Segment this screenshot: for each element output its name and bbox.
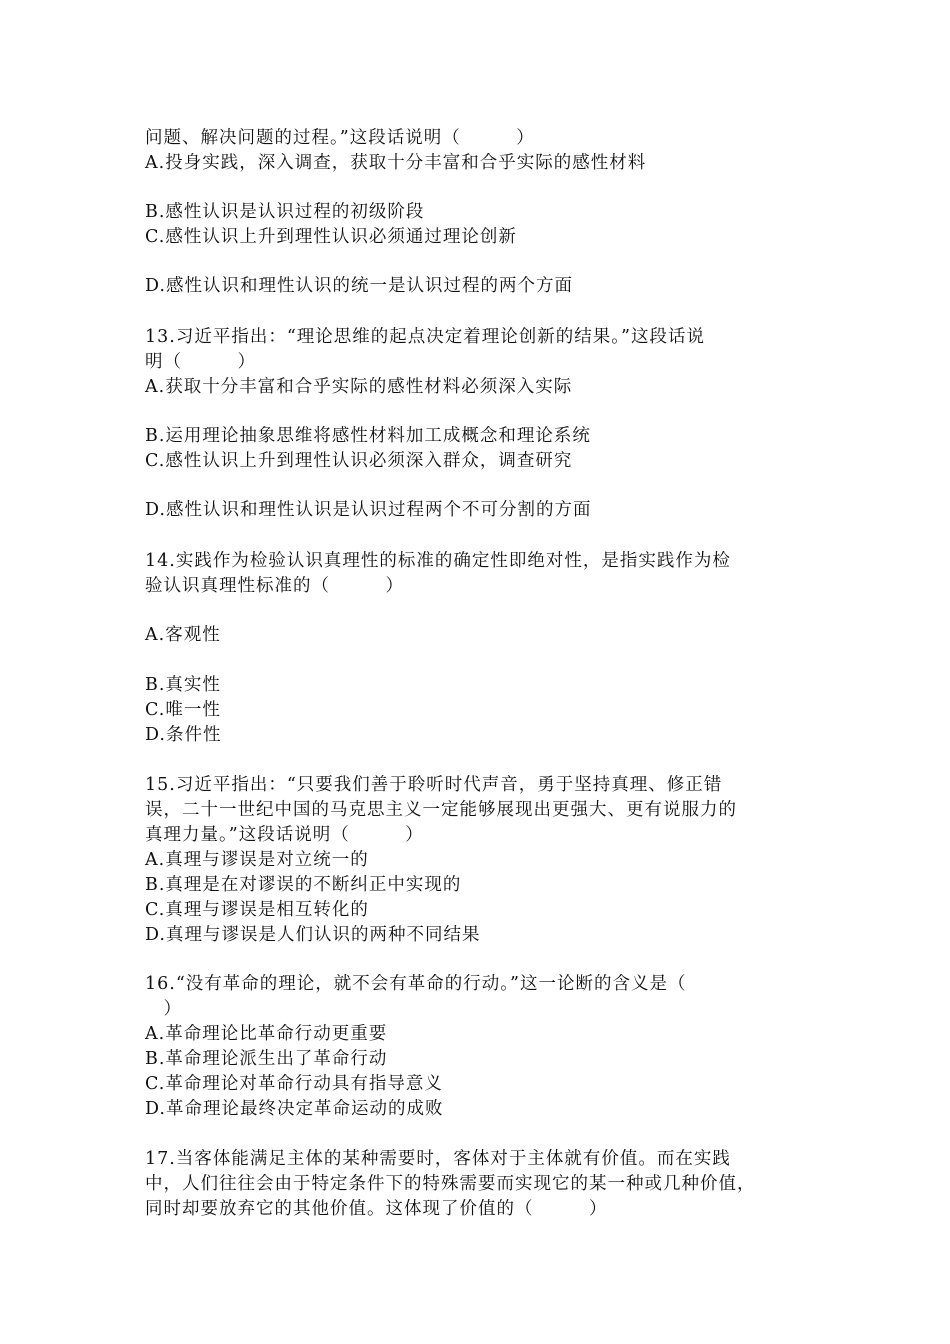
q15-option-a: A.真理与谬误是对立统一的	[145, 850, 369, 870]
q13-option-c: C.感性认识上升到理性认识必须深入群众，调查研究	[145, 451, 573, 471]
q17-stem-line-1: 17.当客体能满足主体的某种需要时，客体对于主体就有价值。而在实践	[145, 1149, 731, 1169]
q17-stem-line-2: 中，人们往往会由于特定条件下的特殊需要而实现它的某一种或几种价值，	[145, 1174, 756, 1194]
q13-option-d: D.感性认识和理性认识是认识过程两个不可分割的方面	[145, 500, 592, 520]
q15-option-c: C.真理与谬误是相互转化的	[145, 900, 369, 920]
q12-stem-tail: 问题、解决问题的过程。”这段话说明（ ）	[145, 128, 535, 148]
q15-option-b: B.真理是在对谬误的不断纠正中实现的	[145, 875, 462, 895]
q16-option-c: C.革命理论对革命行动具有指导意义	[145, 1074, 443, 1094]
q12-option-b: B.感性认识是认识过程的初级阶段	[145, 202, 425, 222]
q12-option-a: A.投身实践，深入调查，获取十分丰富和合乎实际的感性材料	[145, 153, 647, 173]
q15-stem-line-3: 真理力量。”这段话说明（ ）	[145, 825, 424, 845]
q13-stem-line-1: 13.习近平指出：“理论思维的起点决定着理论创新的结果。”这段话说	[145, 327, 705, 347]
q13-stem-line-2: 明（ ）	[145, 352, 256, 372]
q15-stem-line-1: 15.习近平指出：“只要我们善于聆听时代声音，勇于坚持真理、修正错	[145, 775, 723, 795]
q12-option-d: D.感性认识和理性认识的统一是认识过程的两个方面	[145, 276, 573, 296]
q16-option-b: B.革命理论派生出了革命行动	[145, 1049, 388, 1069]
q14-stem-line-1: 14.实践作为检验认识真理性的标准的确定性即绝对性，是指实践作为检	[145, 551, 731, 571]
q17-stem-line-3: 同时却要放弃它的其他价值。这体现了价值的（ ）	[145, 1199, 608, 1219]
q13-option-b: B.运用理论抽象思维将感性材料加工成概念和理论系统	[145, 426, 591, 446]
q14-option-c: C.唯一性	[145, 700, 221, 720]
q14-option-d: D.条件性	[145, 725, 222, 745]
q15-option-d: D.真理与谬误是人们认识的两种不同结果	[145, 925, 481, 945]
q16-stem-line-2: ）	[145, 999, 182, 1019]
q14-option-a: A.客观性	[145, 625, 221, 645]
q16-option-a: A.革命理论比革命行动更重要	[145, 1024, 388, 1044]
q13-option-a: A.获取十分丰富和合乎实际的感性材料必须深入实际	[145, 377, 573, 397]
q12-option-c: C.感性认识上升到理性认识必须通过理论创新	[145, 227, 517, 247]
q15-stem-line-2: 误，二十一世纪中国的马克思主义一定能够展现出更强大、更有说服力的	[145, 800, 737, 820]
q16-stem-line-1: 16.“没有革命的理论，就不会有革命的行动。”这一论断的含义是（	[145, 974, 687, 994]
q16-option-d: D.革命理论最终决定革命运动的成败	[145, 1099, 444, 1119]
q14-option-b: B.真实性	[145, 675, 221, 695]
q14-stem-line-2: 验认识真理性标准的（ ）	[145, 576, 404, 596]
